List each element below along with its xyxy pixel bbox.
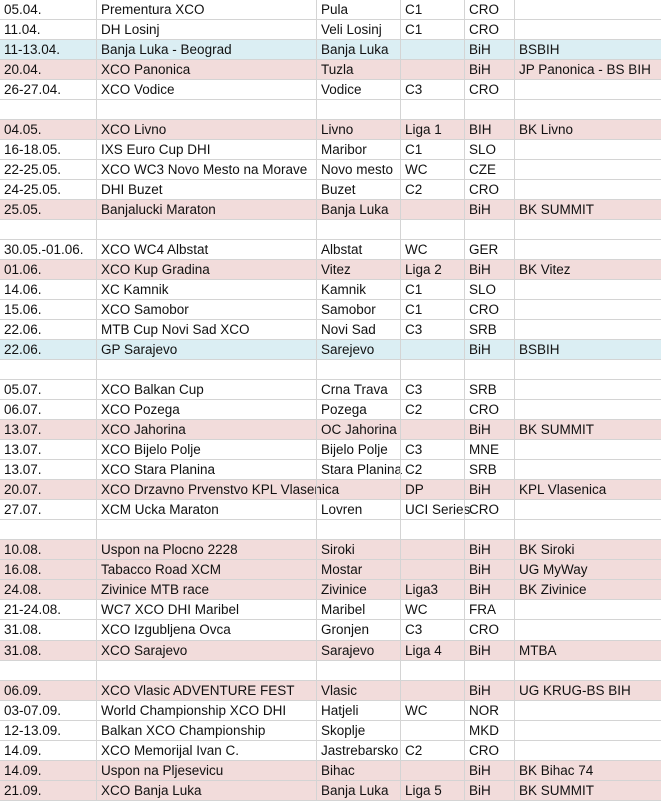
race-date-cell: 21-24.08.	[4, 602, 62, 618]
race-category-cell: UCI Series	[400, 500, 464, 519]
table-row	[0, 580, 661, 600]
race-location-cell: OC Jahorina	[316, 420, 400, 439]
race-date-cell: 26-27.04.	[4, 82, 62, 98]
race-category-cell: C3	[400, 620, 464, 639]
race-country-cell: BiH	[464, 580, 514, 599]
race-category-cell: Liga 1	[400, 120, 464, 139]
table-row	[0, 280, 661, 300]
race-location-cell: Kamnik	[316, 280, 400, 299]
race-name-cell: Balkan XCO Championship	[96, 721, 316, 740]
table-row	[0, 240, 661, 260]
race-country-cell: BiH	[464, 781, 514, 800]
race-category-cell: WC	[400, 160, 464, 179]
race-location-cell	[316, 520, 400, 539]
race-location-cell: Hatjeli	[316, 701, 400, 720]
race-location-cell: Livno	[316, 120, 400, 139]
race-category-cell	[400, 681, 464, 700]
race-location-cell: Tuzla	[316, 60, 400, 79]
race-country-cell	[464, 661, 514, 680]
race-country-cell: BiH	[464, 480, 514, 499]
race-location-cell	[316, 360, 400, 379]
race-country-cell: BiH	[464, 40, 514, 59]
table-row	[0, 120, 661, 140]
table-row	[0, 180, 661, 200]
race-organizer-cell: BK Livno	[514, 120, 661, 139]
race-date-cell: 15.06.	[4, 302, 42, 318]
race-category-cell	[400, 40, 464, 59]
race-organizer-cell: BK Vitez	[514, 260, 661, 279]
race-category-cell: Liga3	[400, 580, 464, 599]
race-location-cell: Stara Planina	[316, 460, 400, 479]
race-name-cell: Banja Luka - Beograd	[96, 40, 316, 59]
race-name-cell: XCO Jahorina	[96, 420, 316, 439]
race-date-cell	[0, 100, 96, 119]
table-row	[0, 40, 661, 60]
race-country-cell: CRO	[464, 80, 514, 99]
race-category-cell	[400, 220, 464, 239]
race-category-cell	[400, 60, 464, 79]
race-date-cell: 01.06.	[4, 262, 42, 278]
race-name-cell: XCO Panonica	[96, 60, 316, 79]
race-country-cell: BiH	[464, 540, 514, 559]
race-location-cell	[316, 100, 400, 119]
race-category-cell	[400, 360, 464, 379]
race-country-cell: BiH	[464, 420, 514, 439]
race-location-cell: Sarejevo	[316, 340, 400, 359]
race-name-cell: XCO Drzavno Prvenstvo KPL Vlasenica	[96, 480, 316, 499]
race-date-cell: 04.05.	[4, 122, 42, 138]
race-name-cell: DHI Buzet	[96, 180, 316, 199]
race-date-cell: 25.05.	[4, 202, 42, 218]
race-date-cell: 22.06.	[4, 322, 42, 338]
race-name-cell: XCO Stara Planina	[96, 460, 316, 479]
race-location-cell: Banja Luka	[316, 200, 400, 219]
race-name-cell	[96, 100, 316, 119]
race-organizer-cell: MTBA	[514, 641, 661, 660]
race-date-cell: 05.07.	[4, 382, 42, 398]
race-country-cell: MNE	[464, 440, 514, 459]
race-category-cell: C1	[400, 280, 464, 299]
table-row	[0, 540, 661, 560]
table-row	[0, 260, 661, 280]
race-date-cell: 10.08.	[4, 542, 42, 558]
race-date-cell: 24-25.05.	[4, 182, 62, 198]
race-date-cell: 31.08.	[4, 622, 42, 638]
race-location-cell: Novi Sad	[316, 320, 400, 339]
race-country-cell: CRO	[464, 0, 514, 19]
race-name-cell: XCO Samobor	[96, 300, 316, 319]
race-date-cell: 03-07.09.	[4, 702, 62, 718]
table-row	[0, 721, 661, 741]
race-category-cell: C3	[400, 440, 464, 459]
race-organizer-cell	[514, 80, 661, 99]
race-date-cell: 22.06.	[4, 342, 42, 358]
race-location-cell: Bijelo Polje	[316, 440, 400, 459]
race-location-cell: Vlasic	[316, 681, 400, 700]
race-category-cell: C1	[400, 20, 464, 39]
race-organizer-cell: BK Zivinice	[514, 580, 661, 599]
race-date-cell: 05.04.	[4, 2, 42, 17]
race-organizer-cell: BK Bihac 74	[514, 761, 661, 780]
race-organizer-cell	[514, 0, 661, 19]
race-country-cell: FRA	[464, 600, 514, 619]
table-row	[0, 460, 661, 480]
race-country-cell: SLO	[464, 140, 514, 159]
race-date-cell	[0, 220, 96, 239]
race-location-cell	[316, 480, 400, 499]
table-row	[0, 701, 661, 721]
race-organizer-cell	[514, 721, 661, 740]
race-country-cell: NOR	[464, 701, 514, 720]
race-organizer-cell	[514, 160, 661, 179]
race-date-cell: 13.07.	[4, 422, 42, 438]
race-date-cell: 13.07.	[4, 462, 42, 478]
race-name-cell	[96, 520, 316, 539]
race-name-cell: WC7 XCO DHI Maribel	[96, 600, 316, 619]
table-row	[0, 641, 661, 661]
race-name-cell	[96, 661, 316, 680]
race-category-cell: C2	[400, 180, 464, 199]
race-date-cell	[0, 661, 96, 680]
race-name-cell: Tabacco Road XCM	[96, 560, 316, 579]
race-category-cell: DP	[400, 480, 464, 499]
table-row	[0, 320, 661, 340]
table-row	[0, 781, 661, 801]
race-location-cell: Banja Luka	[316, 40, 400, 59]
race-name-cell: XCO Memorijal Ivan C.	[96, 741, 316, 760]
spacer-row	[0, 100, 661, 120]
race-location-cell: Lovren	[316, 500, 400, 519]
race-date-cell: 24.08.	[4, 582, 42, 598]
race-location-cell: Zivinice	[316, 580, 400, 599]
race-location-cell: Veli Losinj	[316, 20, 400, 39]
race-category-cell: Liga 2	[400, 260, 464, 279]
race-date-cell: 13.07.	[4, 442, 42, 458]
race-organizer-cell: BK SUMMIT	[514, 781, 661, 800]
race-organizer-cell	[514, 440, 661, 459]
race-name-cell: XCO Vlasic ADVENTURE FEST	[96, 681, 316, 700]
race-country-cell: BiH	[464, 641, 514, 660]
race-organizer-cell	[514, 520, 661, 539]
race-name-cell: XCO Pozega	[96, 400, 316, 419]
race-category-cell: C1	[400, 300, 464, 319]
race-date-cell: 11.04.	[4, 22, 41, 38]
race-name-cell: DH Losinj	[96, 20, 316, 39]
spacer-row	[0, 520, 661, 540]
race-name-cell: XCO WC4 Albstat	[96, 240, 316, 259]
race-organizer-cell	[514, 400, 661, 419]
race-name-cell: XCO Vodice	[96, 80, 316, 99]
race-organizer-cell: JP Panonica - BS BIH	[514, 60, 661, 79]
table-row	[0, 480, 661, 500]
race-date-cell: 06.07.	[4, 402, 42, 418]
race-organizer-cell: KPL Vlasenica	[514, 480, 661, 499]
race-organizer-cell	[514, 741, 661, 760]
race-category-cell	[400, 420, 464, 439]
table-row	[0, 420, 661, 440]
race-category-cell: C3	[400, 80, 464, 99]
table-row	[0, 500, 661, 520]
race-organizer-cell	[514, 661, 661, 680]
race-category-cell: C2	[400, 400, 464, 419]
race-location-cell: Bihac	[316, 761, 400, 780]
race-location-cell: Samobor	[316, 300, 400, 319]
race-country-cell: SRB	[464, 320, 514, 339]
race-location-cell: Skoplje	[316, 721, 400, 740]
race-organizer-cell	[514, 300, 661, 319]
spacer-row	[0, 220, 661, 240]
race-name-cell: XCO Bijelo Polje	[96, 440, 316, 459]
race-organizer-cell	[514, 600, 661, 619]
race-name-cell: GP Sarajevo	[96, 340, 316, 359]
race-country-cell: CRO	[464, 741, 514, 760]
race-location-cell: Pozega	[316, 400, 400, 419]
race-organizer-cell: BK Siroki	[514, 540, 661, 559]
race-organizer-cell	[514, 620, 661, 639]
race-date-cell: 21.09.	[4, 782, 42, 798]
race-date-cell: 11-13.04.	[4, 42, 61, 58]
race-location-cell: Vodice	[316, 80, 400, 99]
race-organizer-cell	[514, 100, 661, 119]
race-country-cell: BiH	[464, 60, 514, 79]
table-row	[0, 60, 661, 80]
table-row	[0, 761, 661, 781]
race-category-cell: C3	[400, 380, 464, 399]
race-name-cell: XCO Sarajevo	[96, 641, 316, 660]
race-location-cell: Maribor	[316, 140, 400, 159]
table-row	[0, 560, 661, 580]
race-category-cell: WC	[400, 701, 464, 720]
table-row	[0, 0, 661, 20]
race-name-cell: Prementura XCO	[96, 0, 316, 19]
race-category-cell	[400, 761, 464, 780]
race-country-cell: BiH	[464, 200, 514, 219]
race-country-cell: CZE	[464, 160, 514, 179]
race-organizer-cell: BK SUMMIT	[514, 200, 661, 219]
race-country-cell: BiH	[464, 761, 514, 780]
race-name-cell: XCO Balkan Cup	[96, 380, 316, 399]
table-row	[0, 340, 661, 360]
race-date-cell: 14.09.	[4, 742, 42, 758]
table-row	[0, 300, 661, 320]
race-organizer-cell	[514, 500, 661, 519]
race-name-cell: XCO Livno	[96, 120, 316, 139]
race-country-cell	[464, 520, 514, 539]
table-row	[0, 600, 661, 620]
race-location-cell: Sarajevo	[316, 641, 400, 660]
race-name-cell: XCO WC3 Novo Mesto na Morave	[96, 160, 316, 179]
race-category-cell: Liga 4	[400, 641, 464, 660]
table-row	[0, 440, 661, 460]
race-name-cell: XC Kamnik	[96, 280, 316, 299]
race-organizer-cell	[514, 280, 661, 299]
race-category-cell	[400, 200, 464, 219]
race-country-cell: MKD	[464, 721, 514, 740]
race-location-cell: Banja Luka	[316, 781, 400, 800]
race-location-cell: Novo mesto	[316, 160, 400, 179]
spacer-row	[0, 661, 661, 681]
race-country-cell	[464, 220, 514, 239]
table-row	[0, 380, 661, 400]
race-organizer-cell: BSBIH	[514, 40, 661, 59]
race-organizer-cell	[514, 320, 661, 339]
race-location-cell: Vitez	[316, 260, 400, 279]
table-row	[0, 741, 661, 761]
race-category-cell: Liga 5	[400, 781, 464, 800]
race-category-cell: C2	[400, 741, 464, 760]
race-country-cell: SRB	[464, 380, 514, 399]
race-country-cell: BiH	[464, 340, 514, 359]
race-organizer-cell	[514, 180, 661, 199]
race-country-cell	[464, 360, 514, 379]
race-name-cell	[96, 220, 316, 239]
race-name-cell	[96, 360, 316, 379]
race-location-cell	[316, 661, 400, 680]
table-row	[0, 681, 661, 701]
race-location-cell: Jastrebarsko	[316, 741, 400, 760]
race-country-cell: BiH	[464, 560, 514, 579]
race-name-cell: IXS Euro Cup DHI	[96, 140, 316, 159]
race-location-cell: Mostar	[316, 560, 400, 579]
table-row	[0, 20, 661, 40]
race-category-cell	[400, 721, 464, 740]
spacer-row	[0, 360, 661, 380]
race-date-cell: 30.05.-01.06.	[4, 242, 84, 258]
race-organizer-cell: BK SUMMIT	[514, 420, 661, 439]
race-country-cell: SLO	[464, 280, 514, 299]
race-country-cell: CRO	[464, 400, 514, 419]
table-row	[0, 160, 661, 180]
race-date-cell: 27.07.	[4, 502, 42, 518]
table-row	[0, 200, 661, 220]
race-category-cell: C2	[400, 460, 464, 479]
race-name-cell: World Championship XCO DHI	[96, 701, 316, 720]
race-country-cell: GER	[464, 240, 514, 259]
race-location-cell: Pula	[316, 0, 400, 19]
race-date-cell: 14.06.	[4, 282, 42, 298]
race-date-cell: 20.04.	[4, 62, 42, 78]
race-country-cell: CRO	[464, 620, 514, 639]
race-organizer-cell: UG MyWay	[514, 560, 661, 579]
race-country-cell: CRO	[464, 20, 514, 39]
race-date-cell	[0, 360, 96, 379]
race-name-cell: XCO Izgubljena Ovca	[96, 620, 316, 639]
race-category-cell	[400, 540, 464, 559]
race-organizer-cell: UG KRUG-BS BIH	[514, 681, 661, 700]
race-date-cell: 14.09.	[4, 762, 42, 778]
race-category-cell	[400, 560, 464, 579]
race-category-cell: WC	[400, 240, 464, 259]
race-country-cell: CRO	[464, 180, 514, 199]
race-country-cell: BiH	[464, 681, 514, 700]
race-country-cell: BiH	[464, 260, 514, 279]
race-category-cell	[400, 520, 464, 539]
race-location-cell	[316, 220, 400, 239]
race-name-cell: Uspon na Pljesevicu	[96, 761, 316, 780]
table-row	[0, 400, 661, 420]
race-country-cell: BIH	[464, 120, 514, 139]
race-name-cell: XCM Ucka Maraton	[96, 500, 316, 519]
race-date-cell: 31.08.	[4, 642, 42, 658]
race-organizer-cell: BSBIH	[514, 340, 661, 359]
race-category-cell: C1	[400, 140, 464, 159]
race-category-cell	[400, 100, 464, 119]
race-organizer-cell	[514, 701, 661, 720]
race-category-cell: C3	[400, 320, 464, 339]
race-category-cell	[400, 340, 464, 359]
race-name-cell: Banjalucki Maraton	[96, 200, 316, 219]
race-name-cell: Zivinice MTB race	[96, 580, 316, 599]
race-country-cell: CRO	[464, 300, 514, 319]
table-row	[0, 140, 661, 160]
race-date-cell: 16.08.	[4, 562, 42, 578]
race-date-cell: 16-18.05.	[4, 142, 62, 158]
race-location-cell: Buzet	[316, 180, 400, 199]
race-location-cell: Crna Trava	[316, 380, 400, 399]
race-country-cell	[464, 100, 514, 119]
race-category-cell	[400, 661, 464, 680]
race-organizer-cell	[514, 20, 661, 39]
race-date-cell: 12-13.09.	[4, 722, 62, 738]
race-date-cell: 22-25.05.	[4, 162, 62, 178]
race-name-cell: XCO Banja Luka	[96, 781, 316, 800]
table-row	[0, 80, 661, 100]
race-organizer-cell	[514, 360, 661, 379]
race-country-cell: CRO	[464, 500, 514, 519]
race-organizer-cell	[514, 380, 661, 399]
race-organizer-cell	[514, 140, 661, 159]
race-location-cell: Maribel	[316, 600, 400, 619]
race-organizer-cell	[514, 460, 661, 479]
race-date-cell	[0, 520, 96, 539]
race-country-cell: SRB	[464, 460, 514, 479]
race-name-cell: Uspon na Plocno 2228	[96, 540, 316, 559]
race-name-cell: MTB Cup Novi Sad XCO	[96, 320, 316, 339]
race-location-cell: Siroki	[316, 540, 400, 559]
race-date-cell: 20.07.	[4, 482, 42, 498]
race-organizer-cell	[514, 240, 661, 259]
race-name-cell: XCO Kup Gradina	[96, 260, 316, 279]
race-location-cell: Gronjen	[316, 620, 400, 639]
race-organizer-cell	[514, 220, 661, 239]
race-category-cell: WC	[400, 600, 464, 619]
table-row	[0, 620, 661, 640]
race-location-cell: Albstat	[316, 240, 400, 259]
race-category-cell: C1	[400, 0, 464, 19]
race-date-cell: 06.09.	[4, 682, 42, 698]
